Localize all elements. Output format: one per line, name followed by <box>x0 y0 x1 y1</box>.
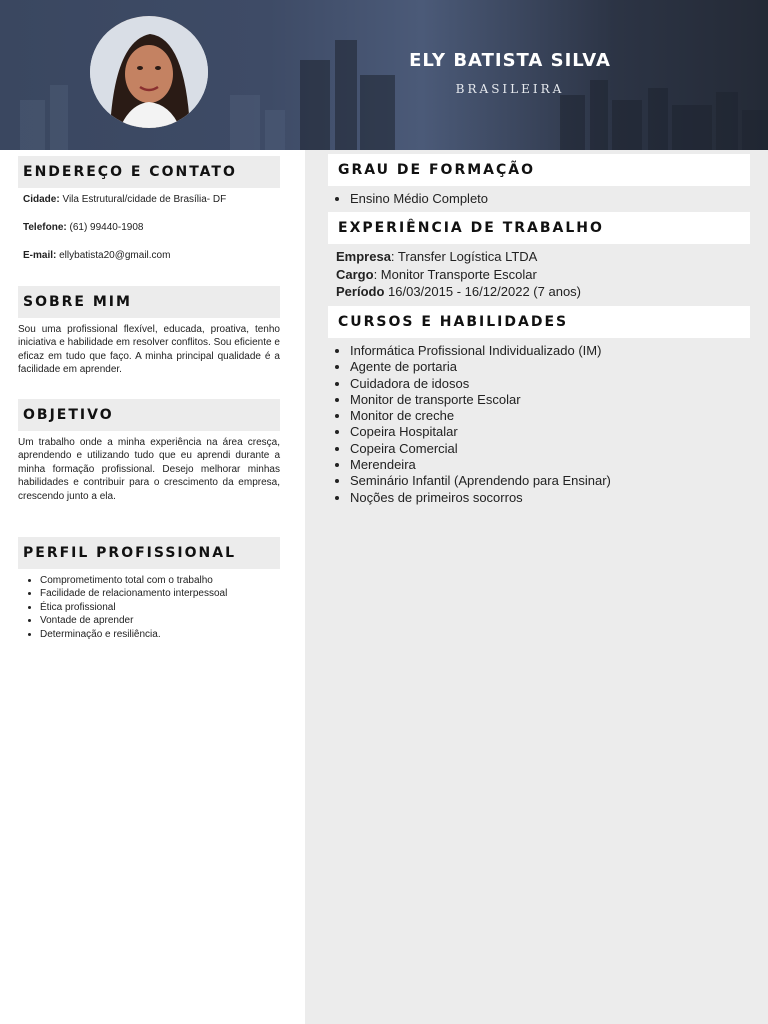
about-text: Sou uma profissional flexível, educada, proativa, tenho iniciativa e habilidade em resolver conflitos. Sou eficiente e eficaz em tudo que faço. A minha principal qualidade é a facilidade em aprender. <box>18 324 280 376</box>
list-item: • Cuidadora de idosos <box>350 376 611 392</box>
header-banner <box>0 0 768 150</box>
list-item: • Determinação e resiliência. <box>40 628 227 641</box>
email-label: E-mail: <box>23 250 57 261</box>
list-item: • Noções de primeiros socorros <box>350 490 611 506</box>
list-item: • Merendeira <box>350 457 611 473</box>
about-section-title: SOBRE MIM <box>18 286 280 318</box>
experience-details <box>336 248 581 301</box>
experience-role <box>336 266 581 284</box>
list-item: • Comprometimento total com o trabalho <box>40 574 227 587</box>
education-list <box>350 191 488 207</box>
list-item: • Copeira Hospitalar <box>350 424 611 440</box>
company-label: Empresa <box>336 249 391 264</box>
profile-list <box>40 574 227 641</box>
experience-period <box>336 283 581 301</box>
list-item: • Vontade de aprender <box>40 614 227 627</box>
profile-section-title: PERFIL PROFISSIONAL <box>18 537 280 569</box>
contact-city <box>23 194 226 205</box>
experience-section-title: EXPERIÊNCIA DE TRABALHO <box>328 212 750 244</box>
list-item: • Ética profissional <box>40 601 227 614</box>
role-value: : Monitor Transporte Escolar <box>373 266 537 282</box>
period-label: Período <box>336 284 385 299</box>
city-value: Vila Estrutural/cidade de Brasília- DF <box>59 194 227 205</box>
candidate-name: ELY BATISTA SILVA <box>409 50 611 71</box>
person-avatar-icon <box>90 16 208 128</box>
list-item: • Copeira Comercial <box>350 441 611 457</box>
list-item: • Agente de portaria <box>350 359 611 375</box>
contact-section-title: ENDEREÇO E CONTATO <box>18 156 280 188</box>
objective-text: Um trabalho onde a minha experiência na área cresça, aprendendo e utilizando tudo que eu aprendi durante a minha formação profissional. Desejo melhorar minhas habilidades e contribuir para o crescimento da empresa, crescendo junto a ela. <box>18 437 280 502</box>
candidate-nationality: BRASILEIRA <box>455 82 565 96</box>
company-value: : Transfer Logística LTDA <box>390 249 538 264</box>
role-label: Cargo <box>336 266 374 282</box>
courses-list <box>350 343 611 506</box>
phone-label: Telefone: <box>23 222 67 233</box>
list-item: • Ensino Médio Completo <box>350 191 488 207</box>
email-value: ellybatista20@gmail.com <box>56 250 171 261</box>
education-section-title: GRAU DE FORMAÇÃO <box>328 154 750 186</box>
city-label: Cidade: <box>23 194 60 205</box>
contact-email <box>23 250 170 261</box>
list-item: • Monitor de creche <box>350 408 611 424</box>
courses-section-title: CURSOS E HABILIDADES <box>328 306 750 338</box>
list-item: • Seminário Infantil (Aprendendo para Ensinar) <box>350 473 611 489</box>
objective-section-title: OBJETIVO <box>18 399 280 431</box>
period-value: 16/03/2015 - 16/12/2022 (7 anos) <box>384 284 581 299</box>
list-item: • Facilidade de relacionamento interpessoal <box>40 587 227 600</box>
list-item: • Informática Profissional Individualizado (IM) <box>350 343 611 359</box>
profile-photo <box>90 16 208 128</box>
experience-company <box>336 248 581 266</box>
phone-value: (61) 99440-1908 <box>66 222 144 233</box>
contact-phone <box>23 222 143 233</box>
list-item: • Monitor de transporte Escolar <box>350 392 611 408</box>
